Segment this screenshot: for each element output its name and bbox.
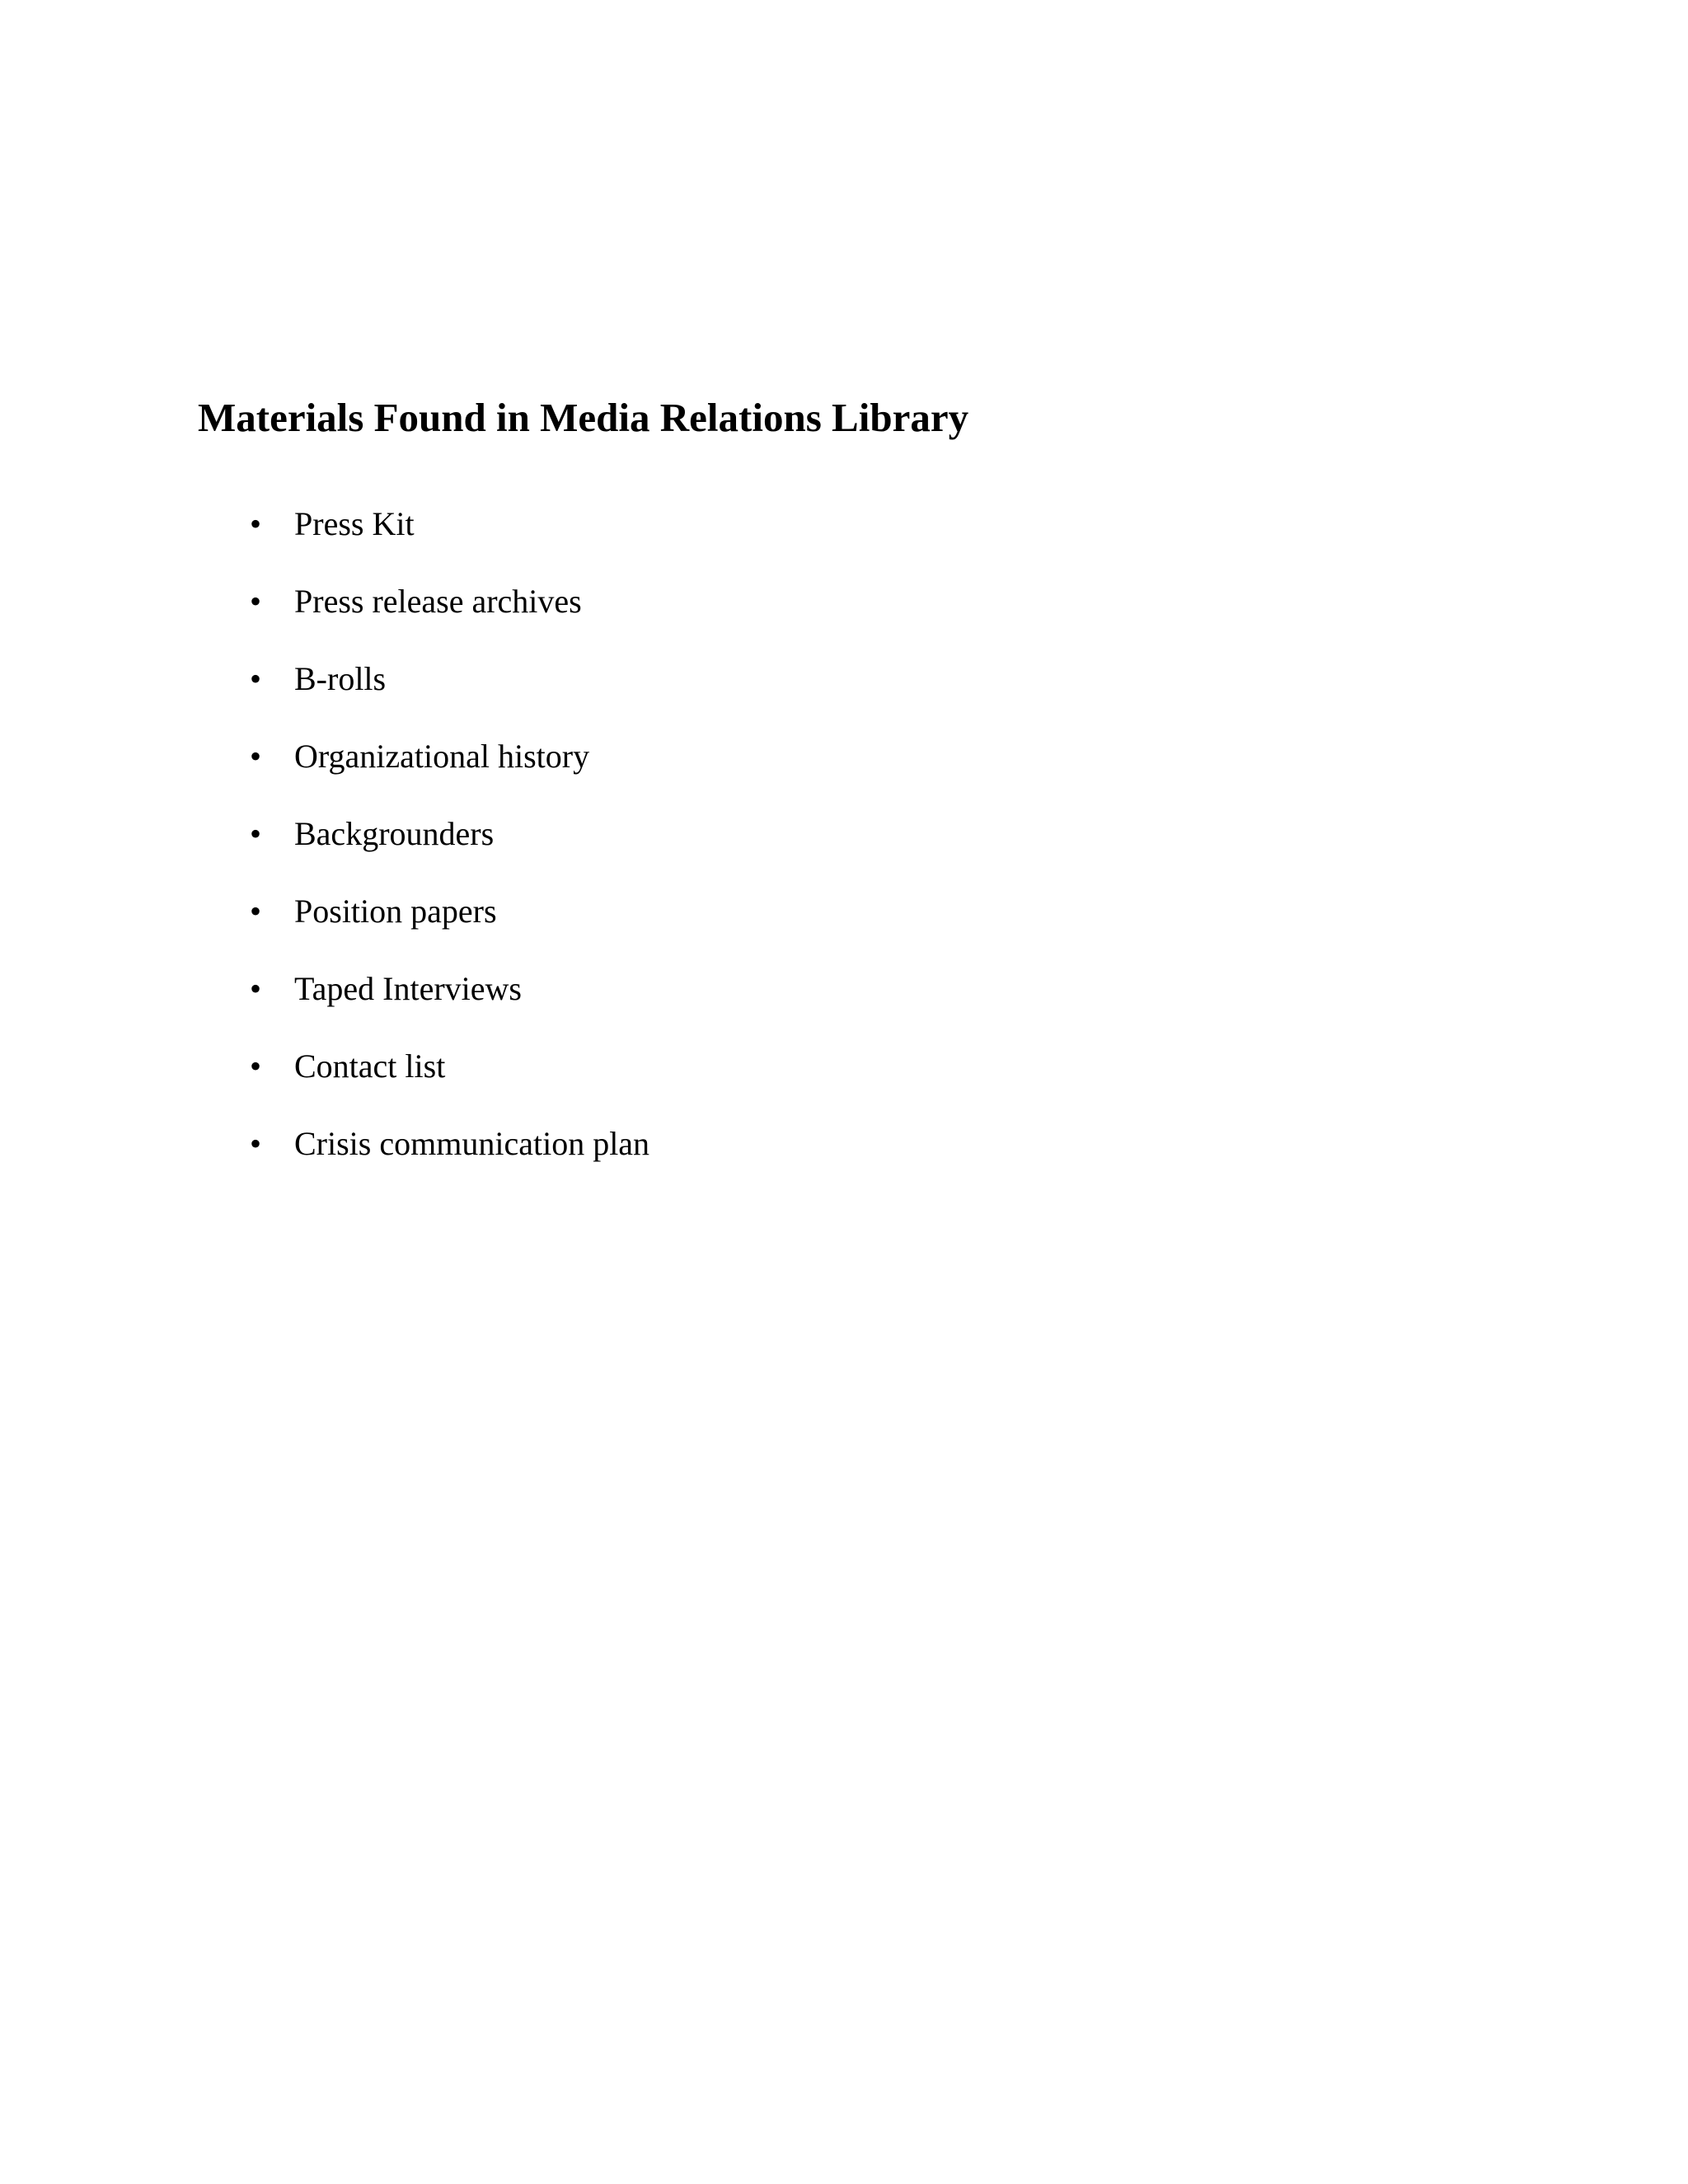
bullet-icon: • (249, 583, 261, 620)
list-item-text: Taped Interviews (294, 970, 522, 1007)
bullet-icon: • (249, 660, 261, 697)
list-item-text: Press release archives (294, 583, 582, 620)
bullet-icon: • (249, 970, 261, 1007)
bullet-icon: • (249, 505, 261, 542)
bullet-icon: • (249, 815, 261, 852)
list-item-text: Crisis communication plan (294, 1125, 650, 1162)
list-item-text: Organizational history (294, 738, 590, 775)
bullet-icon: • (249, 1047, 261, 1085)
list-item-text: Contact list (294, 1047, 446, 1085)
bullet-icon: • (249, 893, 261, 930)
list-item-text: Press Kit (294, 505, 415, 542)
bullet-icon: • (249, 1125, 261, 1162)
list-item-text: B-rolls (294, 660, 387, 697)
list-item-text: Position papers (294, 893, 497, 930)
page-title: Materials Found in Media Relations Library (198, 395, 969, 440)
list-item-text: Backgrounders (294, 815, 495, 852)
bullet-icon: • (249, 738, 261, 775)
